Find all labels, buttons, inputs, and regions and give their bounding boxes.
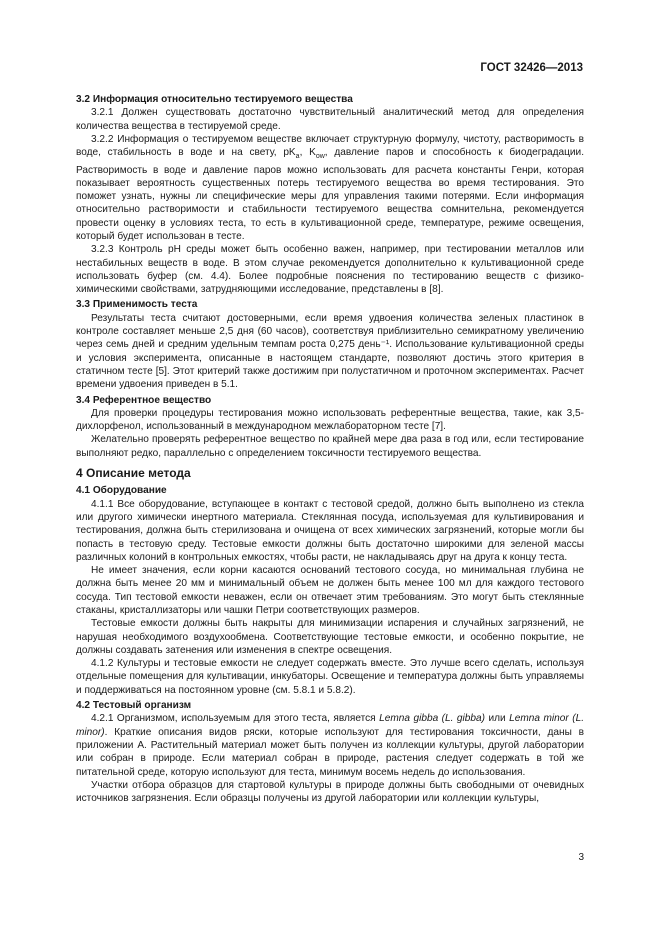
para-4-1-2: 4.1.2 Культуры и тестовые емкости не следует содержать вместе. Это лучше всего сделать, используя отдельные помещения для культивации, инкубаторы. Освещение и температура должны быть управляемы и поддерживаться на постоянном уровне (см. 5.8.1 и 5.8.2). [76,658,584,696]
page-content [76,93,584,805]
standard-header: ГОСТ 32426—2013 [480,62,583,74]
page-number: 3 [578,852,584,863]
section-3-2-title: 3.2 Информация относительно тестируемого вещества [76,94,353,105]
para-3-2-3: 3.2.3 Контроль pH среды может быть особенно важен, например, при тестировании металлов или нестабильных веществ в воде. В этом случае рекомендуется дополнительно к культивационной среде использовать буфер (см. 4.4). Более подробные пояснения по тестированию веществ с физико-химическими свойствами, затрудняющими исследование, представлены в [8]. [76,244,584,296]
para-3-4-b: Желательно проверять референтное вещество по крайней мере два раза в год или, если тестирование выполняют редко, параллельно с определением токсичности тестируемого вещества. [76,434,584,459]
section-3-3-title: 3.3 Применимость теста [76,299,198,311]
section-4-2-title: 4.2 Тестовый организм [76,700,192,712]
para-4-1-1-c: Тестовые емкости должны быть накрыты для минимизации испарения и случайных загрязнений, не нарушая необходимого воздухообмена. Соответствующие тестовые емкости, и особенно покрытие, не должны создавать затенения или изменения в спектре освещения. [76,618,584,656]
section-4-1-title: 4.1 Оборудование [76,485,167,497]
para-3-2-2: 3.2.2 Информация о тестируемом веществе включает структурную формулу, чистоту, растворимость в воде, стабильность в воде и на свету, $pK_a$, $K_{ow}$, давление паров и способность к биодеградации. Растворимость в воде и давление паров можно использовать для расчета константы Генри, которая показывает вероятность существенных потерь тестируемого вещества во время тестирования. Это поможет узнать, нужны ли специфические меры для управления такими потерями. Если информация относительно растворимости и стабильности тестируемого вещества сомнительна, рекомендуется провести оценку в условиях теста, то есть в культивационной среде, температуре, режиме освещения, который будет использован в тесте. [76,133,584,242]
para-4-2-1: 4.2.1 Организмом, используемым для этого теста, является Lemna gibba (L. gibba) или Lemna minor (L. minor). Краткие описания видов ряски, которые используют для тестирования токсичности, даны в приложении А. Растительный материал может быть получен из коллекции культуры, другой лаборатории или собран в природе. Если материал собран в природе, растения следует содержать в той же питательной среде, которую используют для теста, минимум восемь недель до использования. [76,713,584,778]
para-4-1-1: 4.1.1 Все оборудование, вступающее в контакт с тестовой средой, должно быть выполнено из стекла или другого химически инертного материала. Стеклянная посуда, используемая для культивирования и тестирования, должна быть стерилизована и очищена от всех химических загрязнений, которые могли бы попасть в тестовую среду. Тестовые емкости должны быть достаточно широкими для зеленой массы различных колоний в контрольных емкостях, чтобы расти, не накладываясь друг на друга к концу теста. [76,498,584,563]
para-4-1-1-b: Не имеет значения, если корни касаются оснований тестового сосуда, но минимальная глубина не должна быть менее 20 мм и минимальный объем не должен быть менее 100 мл для каждого тестового сосуда. Тип тестовой емкости неважен, если он отвечает этим требованиям. Это могут быть стеклянные стаканы, кристаллизаторы или чашки Петри соответствующих размеров. [76,565,584,616]
para-3-2-1: 3.2.1 Должен существовать достаточно чувствительный аналитический метод для определения количества вещества в тестируемой среде. [76,107,584,132]
para-3-3: Результаты теста считают достоверными, если время удвоения количества зеленых пластинок в контроле составляет меньше 2,5 дня (60 часов), соответствуя приблизительно семикратному увеличению через семь дней и средним удельным темпам роста 0,275 день⁻¹. Использование культивационной среды и условия эксперимента, описанные в настоящем стандарте, позволяют достичь этого критерия в статичном тесте [5]. Этот критерий также достижим при полустатичном и проточном экспериментах. Расчет времени удвоения приведен в 5.1. [76,312,584,391]
section-4-title: 4 Описание метода [76,466,191,481]
para-4-2-1-d: Участки отбора образцов для стартовой культуры в природе должны быть свободными от очевидных источников загрязнения. Если образцы получены из другой лаборатории или коллекции культуры, [76,779,584,805]
para-3-4-a: Для проверки процедуры тестирования можно использовать референтные вещества, такие, как 3,5-дихлорфенол, использованный в международном межлабораторном тесте [7]. [76,407,584,433]
section-3-4-title: 3.4 Референтное вещество [76,394,212,406]
